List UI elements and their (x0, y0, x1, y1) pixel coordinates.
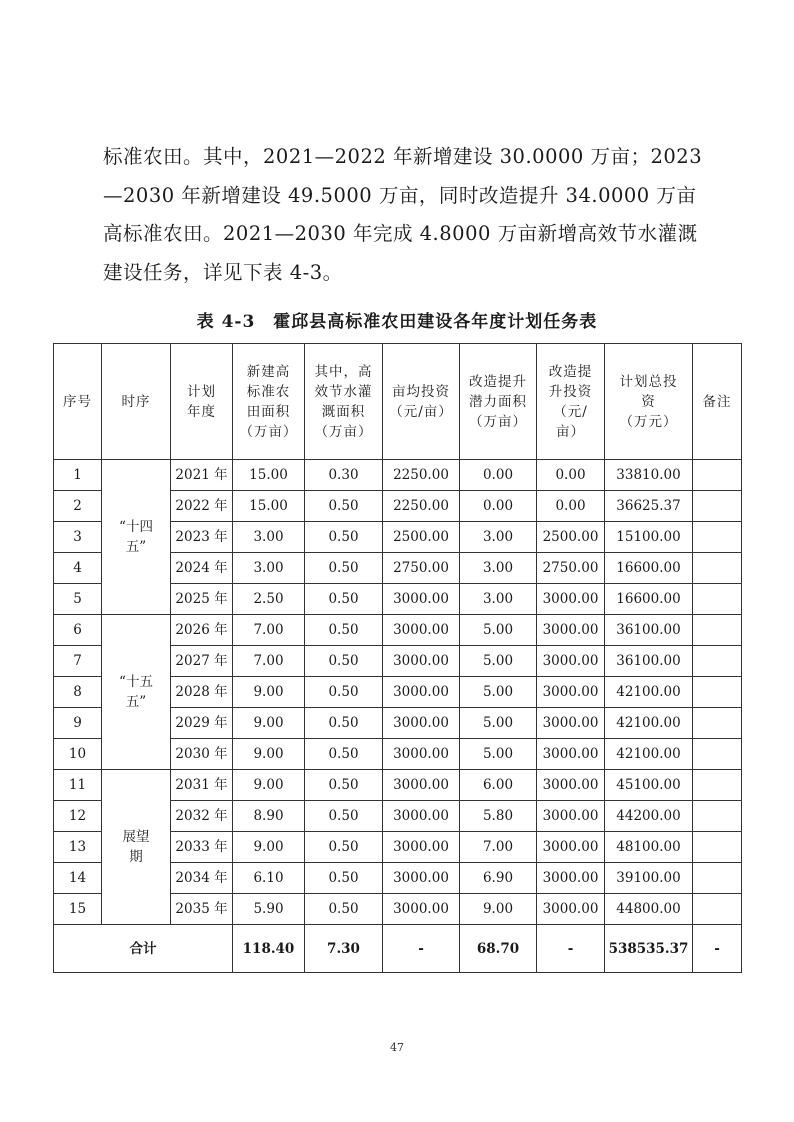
cell-upgrade-area: 0.00 (460, 491, 537, 522)
cell-seq: 12 (54, 801, 102, 832)
cell-seq: 2 (54, 491, 102, 522)
cell-seq: 3 (54, 522, 102, 553)
cell-seq: 8 (54, 677, 102, 708)
cell-invest-per-mu: 3000.00 (383, 770, 460, 801)
cell-total-invest: 36100.00 (605, 615, 693, 646)
header-col-upgrade-area (460, 344, 537, 460)
cell-total-invest: 16600.00 (605, 584, 693, 615)
cell-upgrade-invest: 3000.00 (537, 584, 605, 615)
cell-new-area: 3.00 (233, 522, 305, 553)
header-text-line: （元/亩） (389, 403, 453, 420)
cell-total-invest: 36625.37 (605, 491, 693, 522)
cell-water-saving: 0.50 (305, 584, 383, 615)
cell-new-area: 9.00 (233, 677, 305, 708)
cell-note (693, 584, 742, 615)
cell-note (693, 646, 742, 677)
cell-total-invest: 33810.00 (605, 460, 693, 491)
cell-upgrade-invest: 3000.00 (537, 739, 605, 770)
cell-invest-per-mu: 3000.00 (383, 863, 460, 894)
header-text-line: 改造提升 (469, 373, 527, 390)
cell-upgrade-area: 5.00 (460, 739, 537, 770)
page-number: 47 (390, 1041, 404, 1054)
cell-upgrade-invest: 3000.00 (537, 646, 605, 677)
header-text-line: 改造提 (548, 363, 593, 380)
cell-water-saving: 0.50 (305, 677, 383, 708)
cell-seq: 15 (54, 894, 102, 925)
header-text-line: 其中，高 (314, 363, 373, 380)
header-text-line: （万元） (619, 413, 678, 430)
table-row (54, 615, 742, 646)
cell-year: 2024 年 (171, 553, 233, 584)
cell-year: 2029 年 (171, 708, 233, 739)
cell-new-area: 9.00 (233, 832, 305, 863)
table-row (54, 460, 742, 491)
cell-upgrade-invest: 2750.00 (537, 553, 605, 584)
header-text-line: 亩均投资 (392, 383, 450, 400)
cell-upgrade-area: 5.00 (460, 677, 537, 708)
cell-note (693, 677, 742, 708)
cell-water-saving: 0.50 (305, 894, 383, 925)
cell-total-invest: 45100.00 (605, 770, 693, 801)
cell-new-area: 9.00 (233, 770, 305, 801)
header-col-total-invest (605, 344, 693, 460)
header-text-line: 计划 (187, 383, 216, 400)
cell-year: 2026 年 (171, 615, 233, 646)
cell-water-saving: 0.50 (305, 832, 383, 863)
cell-new-area: 9.00 (233, 708, 305, 739)
cell-year: 2033 年 (171, 832, 233, 863)
header-col-invest-per-mu (383, 344, 460, 460)
cell-upgrade-invest: 3000.00 (537, 615, 605, 646)
cell-upgrade-invest: 0.00 (537, 491, 605, 522)
header-text-line: 新建高 (246, 363, 291, 380)
cell-invest-per-mu: 3000.00 (383, 894, 460, 925)
cell-water-saving: 0.50 (305, 770, 383, 801)
cell-upgrade-invest: 3000.00 (537, 801, 605, 832)
paragraph-line: —2030 年新增建设 49.5000 万亩，同时改造提升 34.0000 万亩 (103, 183, 697, 207)
paragraph-line: 建设任务，详见下表 4-3。 (103, 260, 343, 284)
cell-note (693, 894, 742, 925)
cell-water-saving: 0.50 (305, 553, 383, 584)
cell-note (693, 615, 742, 646)
cell-upgrade-area: 6.00 (460, 770, 537, 801)
total-new-area: 118.40 (233, 925, 305, 973)
table-caption: 表 4-3 霍邱县高标准农田建设各年度计划任务表 (196, 312, 598, 332)
cell-note (693, 460, 742, 491)
cell-water-saving: 0.50 (305, 522, 383, 553)
cell-invest-per-mu: 2750.00 (383, 553, 460, 584)
total-invest: 538535.37 (605, 925, 693, 973)
total-upgrade-invest: - (537, 925, 605, 973)
cell-year: 2022 年 (171, 491, 233, 522)
cell-water-saving: 0.50 (305, 739, 383, 770)
cell-note (693, 553, 742, 584)
header-col-note (693, 344, 742, 460)
cell-year: 2032 年 (171, 801, 233, 832)
total-label: 合计 (54, 925, 233, 973)
cell-total-invest: 42100.00 (605, 677, 693, 708)
header-text-line: 潜力面积 (469, 393, 527, 410)
cell-upgrade-invest: 3000.00 (537, 770, 605, 801)
cell-year: 2021 年 (171, 460, 233, 491)
cell-water-saving: 0.50 (305, 491, 383, 522)
header-text-line: 亩） (556, 423, 585, 440)
cell-water-saving: 0.50 (305, 615, 383, 646)
cell-upgrade-area: 3.00 (460, 522, 537, 553)
body-paragraph (103, 138, 703, 292)
cell-total-invest: 44800.00 (605, 894, 693, 925)
cell-water-saving: 0.50 (305, 863, 383, 894)
header-text-line: 时序 (121, 393, 151, 410)
table-total-row (54, 925, 742, 973)
cell-note (693, 491, 742, 522)
cell-upgrade-area: 3.00 (460, 584, 537, 615)
cell-upgrade-invest: 3000.00 (537, 677, 605, 708)
cell-total-invest: 44200.00 (605, 801, 693, 832)
cell-upgrade-area: 7.00 (460, 832, 537, 863)
cell-invest-per-mu: 3000.00 (383, 584, 460, 615)
header-col-upgrade-invest (537, 344, 605, 460)
cell-note (693, 708, 742, 739)
cell-upgrade-area: 5.00 (460, 646, 537, 677)
header-text-line: 计划总投 (619, 373, 678, 390)
cell-upgrade-area: 6.90 (460, 863, 537, 894)
cell-new-area: 15.00 (233, 460, 305, 491)
cell-upgrade-area: 9.00 (460, 894, 537, 925)
cell-water-saving: 0.30 (305, 460, 383, 491)
cell-total-invest: 42100.00 (605, 739, 693, 770)
cell-note (693, 863, 742, 894)
cell-water-saving: 0.50 (305, 646, 383, 677)
cell-total-invest: 39100.00 (605, 863, 693, 894)
header-col-seq (54, 344, 102, 460)
header-text-line: 序号 (63, 393, 92, 410)
cell-new-area: 5.90 (233, 894, 305, 925)
cell-seq: 9 (54, 708, 102, 739)
cell-seq: 6 (54, 615, 102, 646)
header-col-water-saving (305, 344, 383, 460)
cell-upgrade-area: 3.00 (460, 553, 537, 584)
cell-new-area: 8.90 (233, 801, 305, 832)
cell-note (693, 832, 742, 863)
table-header-row (54, 344, 742, 460)
total-invest-per-mu: - (383, 925, 460, 973)
cell-upgrade-invest: 2500.00 (537, 522, 605, 553)
cell-note (693, 801, 742, 832)
cell-new-area: 3.00 (233, 553, 305, 584)
cell-seq: 7 (54, 646, 102, 677)
cell-total-invest: 15100.00 (605, 522, 693, 553)
cell-new-area: 7.00 (233, 615, 305, 646)
header-text-line: 备注 (702, 393, 732, 410)
cell-year: 2030 年 (171, 739, 233, 770)
cell-year: 2034 年 (171, 863, 233, 894)
cell-note (693, 739, 742, 770)
cell-total-invest: 16600.00 (605, 553, 693, 584)
annual-plan-table (53, 343, 742, 973)
cell-total-invest: 42100.00 (605, 708, 693, 739)
cell-new-area: 7.00 (233, 646, 305, 677)
cell-seq: 14 (54, 863, 102, 894)
header-text-line: 资 (641, 393, 656, 410)
cell-invest-per-mu: 3000.00 (383, 739, 460, 770)
cell-invest-per-mu: 3000.00 (383, 646, 460, 677)
cell-new-area: 6.10 (233, 863, 305, 894)
cell-invest-per-mu: 3000.00 (383, 832, 460, 863)
cell-upgrade-invest: 3000.00 (537, 832, 605, 863)
header-text-line: （万亩） (314, 423, 373, 440)
cell-seq: 1 (54, 460, 102, 491)
cell-upgrade-invest: 3000.00 (537, 863, 605, 894)
total-water-saving: 7.30 (305, 925, 383, 973)
cell-upgrade-area: 5.80 (460, 801, 537, 832)
cell-seq: 4 (54, 553, 102, 584)
header-col-new-area (233, 344, 305, 460)
cell-new-area: 15.00 (233, 491, 305, 522)
cell-upgrade-area: 5.00 (460, 615, 537, 646)
cell-total-invest: 48100.00 (605, 832, 693, 863)
cell-invest-per-mu: 3000.00 (383, 677, 460, 708)
total-upgrade-area: 68.70 (460, 925, 537, 973)
cell-invest-per-mu: 3000.00 (383, 708, 460, 739)
header-text-line: （万亩） (469, 413, 527, 430)
cell-invest-per-mu: 2250.00 (383, 491, 460, 522)
cell-upgrade-invest: 0.00 (537, 460, 605, 491)
cell-period: 展望期 (102, 770, 171, 925)
header-text-line: 升投资 (548, 383, 593, 400)
table-body (54, 460, 742, 973)
header-text-line: 效节水灌 (314, 383, 373, 400)
cell-year: 2031 年 (171, 770, 233, 801)
cell-year: 2028 年 (171, 677, 233, 708)
cell-year: 2027 年 (171, 646, 233, 677)
cell-water-saving: 0.50 (305, 708, 383, 739)
cell-seq: 10 (54, 739, 102, 770)
paragraph-line: 标准农田。其中，2021—2022 年新增建设 30.0000 万亩；2023 (103, 145, 703, 168)
cell-new-area: 2.50 (233, 584, 305, 615)
table-row (54, 770, 742, 801)
cell-water-saving: 0.50 (305, 801, 383, 832)
cell-year: 2023 年 (171, 522, 233, 553)
cell-total-invest: 36100.00 (605, 646, 693, 677)
cell-upgrade-area: 0.00 (460, 460, 537, 491)
header-text-line: 溉面积 (321, 403, 366, 420)
header-text-line: 年度 (187, 403, 216, 420)
cell-note (693, 770, 742, 801)
cell-upgrade-area: 5.00 (460, 708, 537, 739)
cell-invest-per-mu: 2500.00 (383, 522, 460, 553)
cell-new-area: 9.00 (233, 739, 305, 770)
header-text-line: 田面积 (246, 403, 291, 420)
cell-note (693, 522, 742, 553)
total-note: - (693, 925, 742, 973)
cell-year: 2035 年 (171, 894, 233, 925)
paragraph-line: 高标准农田。2021—2030 年完成 4.8000 万亩新增高效节水灌溉 (103, 222, 698, 245)
cell-invest-per-mu: 3000.00 (383, 801, 460, 832)
cell-seq: 5 (54, 584, 102, 615)
cell-invest-per-mu: 2250.00 (383, 460, 460, 491)
header-col-year (171, 344, 233, 460)
header-text-line: （元/ (553, 403, 588, 420)
header-col-period (102, 344, 171, 460)
header-text-line: 标准农 (246, 383, 291, 400)
cell-year: 2025 年 (171, 584, 233, 615)
cell-upgrade-invest: 3000.00 (537, 708, 605, 739)
header-text-line: （万亩） (239, 423, 298, 440)
cell-period: “十五五” (102, 615, 171, 770)
cell-seq: 13 (54, 832, 102, 863)
cell-invest-per-mu: 3000.00 (383, 615, 460, 646)
cell-period: “十四五” (102, 460, 171, 615)
cell-seq: 11 (54, 770, 102, 801)
cell-upgrade-invest: 3000.00 (537, 894, 605, 925)
